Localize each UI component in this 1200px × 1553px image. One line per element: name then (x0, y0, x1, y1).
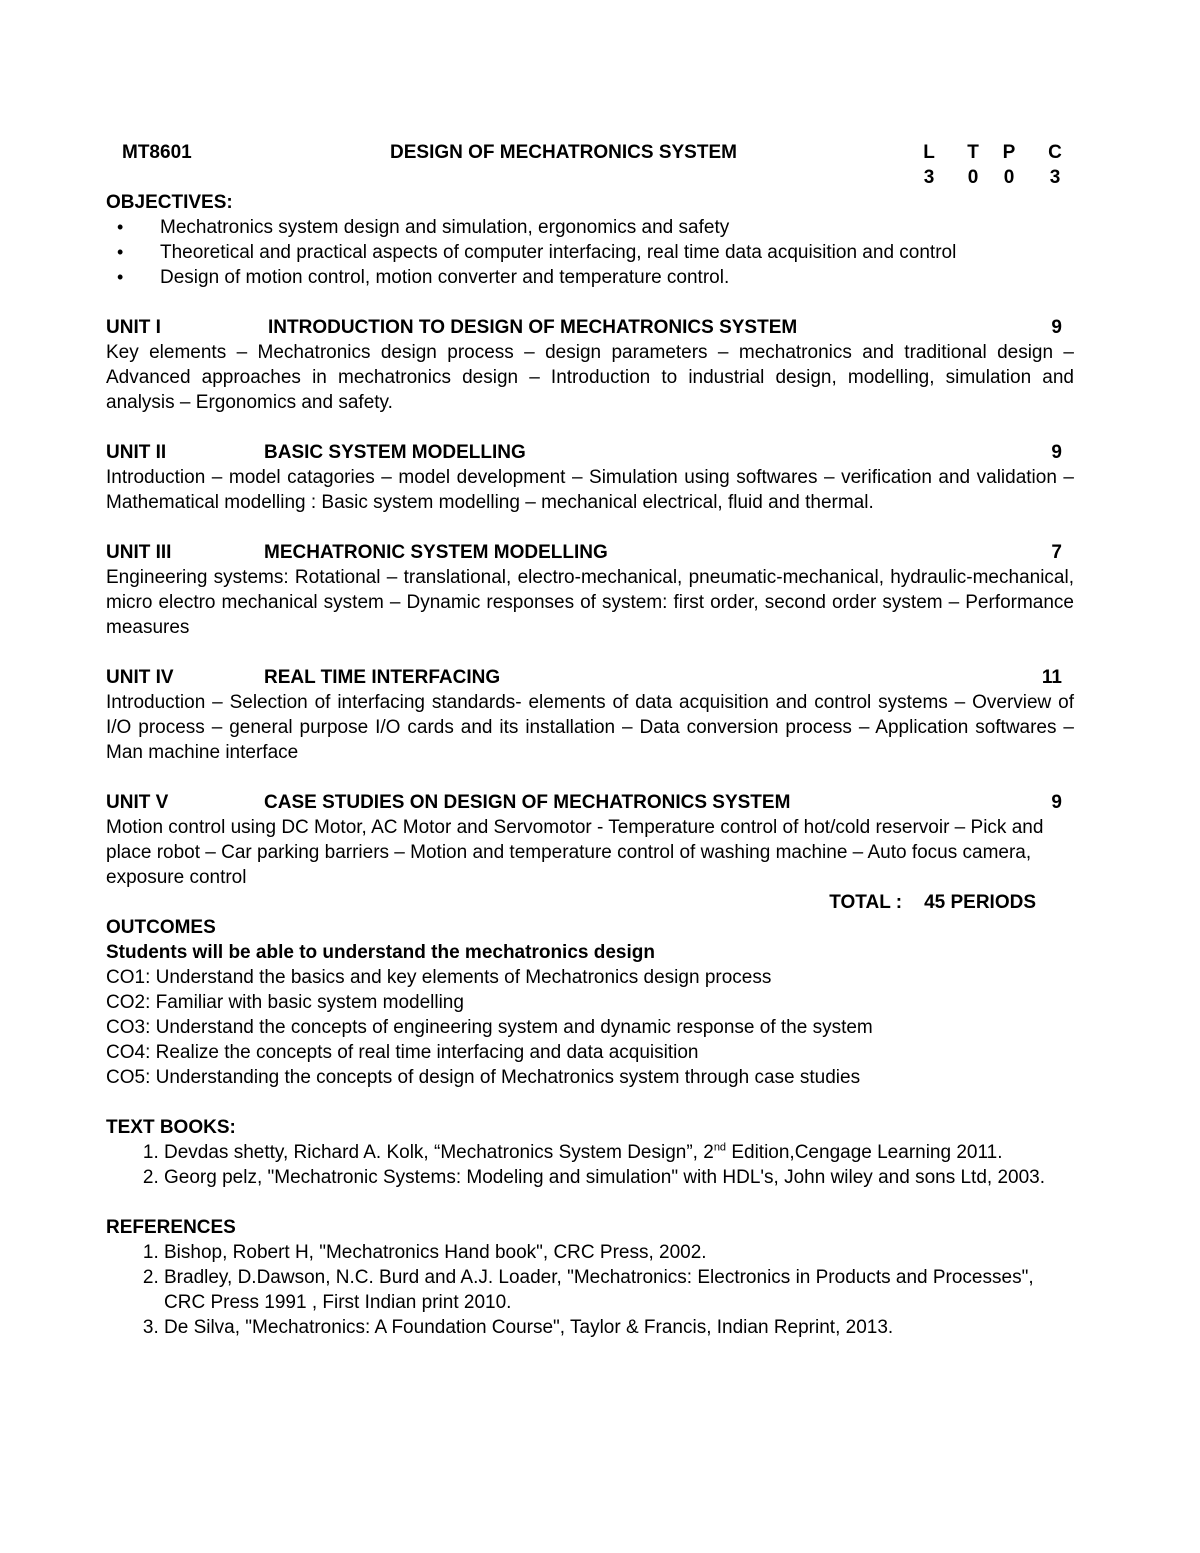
unit-number: UNIT II (106, 442, 167, 463)
ltpc-column-p (1000, 140, 1018, 190)
textbook-text: Georg pelz, "Mechatronic Systems: Modeling and simulation" with HDL's, John wiley and sons Ltd, 2003. (164, 1167, 1045, 1188)
unit-number: UNIT V (106, 792, 169, 813)
unit-4 (106, 665, 1074, 765)
list-item: CO5: Understanding the concepts of design of Mechatronics system through case studies (106, 1067, 861, 1088)
ltpc-label: P (1002, 142, 1016, 163)
list-item: • Mechatronics system design and simulation, ergonomics and safety (160, 215, 1074, 240)
course-header (106, 140, 1074, 190)
unit-3 (106, 540, 1074, 640)
list-item: CO2: Familiar with basic system modelling (106, 992, 464, 1013)
total-value: 45 PERIODS (924, 892, 1036, 913)
textbooks-section (106, 1115, 1074, 1190)
unit-2 (106, 440, 1074, 515)
references-list (106, 1240, 1074, 1340)
unit-heading (106, 790, 1074, 815)
unit-title: MECHATRONIC SYSTEM MODELLING (264, 542, 608, 563)
unit-hours: 9 (1051, 317, 1062, 338)
list-item: • Theoretical and practical aspects of computer interfacing, real time data acquisition and control (160, 240, 1074, 265)
unit-5 (106, 790, 1074, 890)
ordinal-suffix: nd (713, 1141, 727, 1154)
list-item: 2. Bradley, D.Dawson, N.C. Burd and A.J. Loader, "Mechatronics: Electronics in Products and Processes", CRC Press 1991 , First Indian print 2010. (164, 1265, 1074, 1315)
textbooks-list (106, 1140, 1074, 1190)
ltpc-label: C (1048, 142, 1062, 163)
unit-heading (106, 540, 1074, 565)
list-item: 3. De Silva, "Mechatronics: A Foundation Course", Taylor & Francis, Indian Reprint, 2013. (164, 1315, 1074, 1340)
objectives-list (106, 215, 1074, 290)
unit-title: BASIC SYSTEM MODELLING (264, 442, 526, 463)
list-item: CO1: Understand the basics and key elements of Mechatronics design process (106, 967, 772, 988)
course-title: DESIGN OF MECHATRONICS SYSTEM (390, 142, 737, 163)
unit-hours: 7 (1051, 542, 1062, 563)
unit-body: Engineering systems: Rotational – translational, electro-mechanical, pneumatic-mechanical, hydraulic-mechanical, micro electro mechanical system – Dynamic responses of system: first order, second order system – Performance measures (106, 567, 1074, 638)
unit-number: UNIT III (106, 542, 172, 563)
unit-title: REAL TIME INTERFACING (264, 667, 501, 688)
unit-heading (106, 440, 1074, 465)
unit-heading (106, 665, 1074, 690)
ltpc-label: L (923, 142, 935, 163)
unit-number: UNIT I (106, 317, 161, 338)
syllabus-page (106, 140, 1074, 1340)
textbook-text-rest: Edition,Cengage Learning 2011. (726, 1142, 1003, 1163)
unit-hours: 11 (1041, 667, 1062, 688)
unit-hours: 9 (1051, 792, 1062, 813)
ltpc-column-t (964, 140, 982, 190)
ltpc-column-c (1046, 140, 1064, 190)
outcomes-section (106, 915, 1074, 1090)
ltpc-column-l (920, 140, 938, 190)
list-item (164, 1165, 1074, 1190)
total-periods (106, 890, 1074, 915)
unit-body: Key elements – Mechatronics design process – design parameters – mechatronics and traditional design – Advanced approaches in mechatronics design – Introduction to industrial design, modelling, simulation and analysis – Ergonomics and safety. (106, 342, 1074, 413)
objectives-section (106, 190, 1074, 290)
unit-title: CASE STUDIES ON DESIGN OF MECHATRONICS SYSTEM (264, 792, 791, 813)
unit-1 (106, 315, 1074, 415)
unit-heading (106, 315, 1074, 340)
unit-hours: 9 (1051, 442, 1062, 463)
unit-body: Motion control using DC Motor, AC Motor and Servomotor - Temperature control of hot/cold reservoir – Pick and place robot – Car parking barriers – Motion and temperature control of washing machine – Auto focus camera, exposure control (106, 817, 1044, 888)
ltpc-label: T (967, 142, 979, 163)
unit-body: Introduction – Selection of interfacing standards- elements of data acquisition and control systems – Overview of I/O process – general purpose I/O cards and its installation – Data conversion process – Application softwares – Man machine interface (106, 692, 1074, 763)
list-item: • Design of motion control, motion converter and temperature control. (160, 265, 1074, 290)
unit-title: INTRODUCTION TO DESIGN OF MECHATRONICS SYSTEM (268, 317, 798, 338)
unit-number: UNIT IV (106, 667, 174, 688)
objectives-heading: OBJECTIVES: (106, 192, 233, 213)
list-item: 1. Bishop, Robert H, "Mechatronics Hand book", CRC Press, 2002. (164, 1240, 1074, 1265)
total-label: TOTAL : (829, 892, 903, 913)
outcomes-subheading: Students will be able to understand the mechatronics design (106, 942, 655, 963)
references-section (106, 1215, 1074, 1340)
ltpc-value: 3 (923, 167, 935, 188)
outcomes-heading: OUTCOMES (106, 917, 216, 938)
ltpc-value: 3 (1049, 167, 1061, 188)
ltpc-value: 0 (1003, 167, 1015, 188)
references-heading: REFERENCES (106, 1217, 236, 1238)
list-item: CO4: Realize the concepts of real time interfacing and data acquisition (106, 1042, 699, 1063)
unit-body: Introduction – model catagories – model development – Simulation using softwares – verification and validation – Mathematical modelling : Basic system modelling – mechanical electrical, fluid and thermal. (106, 467, 1074, 513)
ltpc-value: 0 (967, 167, 979, 188)
textbook-text: Devdas shetty, Richard A. Kolk, “Mechatronics System Design”, 2 (164, 1142, 714, 1163)
list-item: CO3: Understand the concepts of engineering system and dynamic response of the system (106, 1017, 873, 1038)
list-item (164, 1140, 1074, 1165)
textbooks-heading: TEXT BOOKS: (106, 1117, 236, 1138)
course-code: MT8601 (122, 142, 192, 163)
